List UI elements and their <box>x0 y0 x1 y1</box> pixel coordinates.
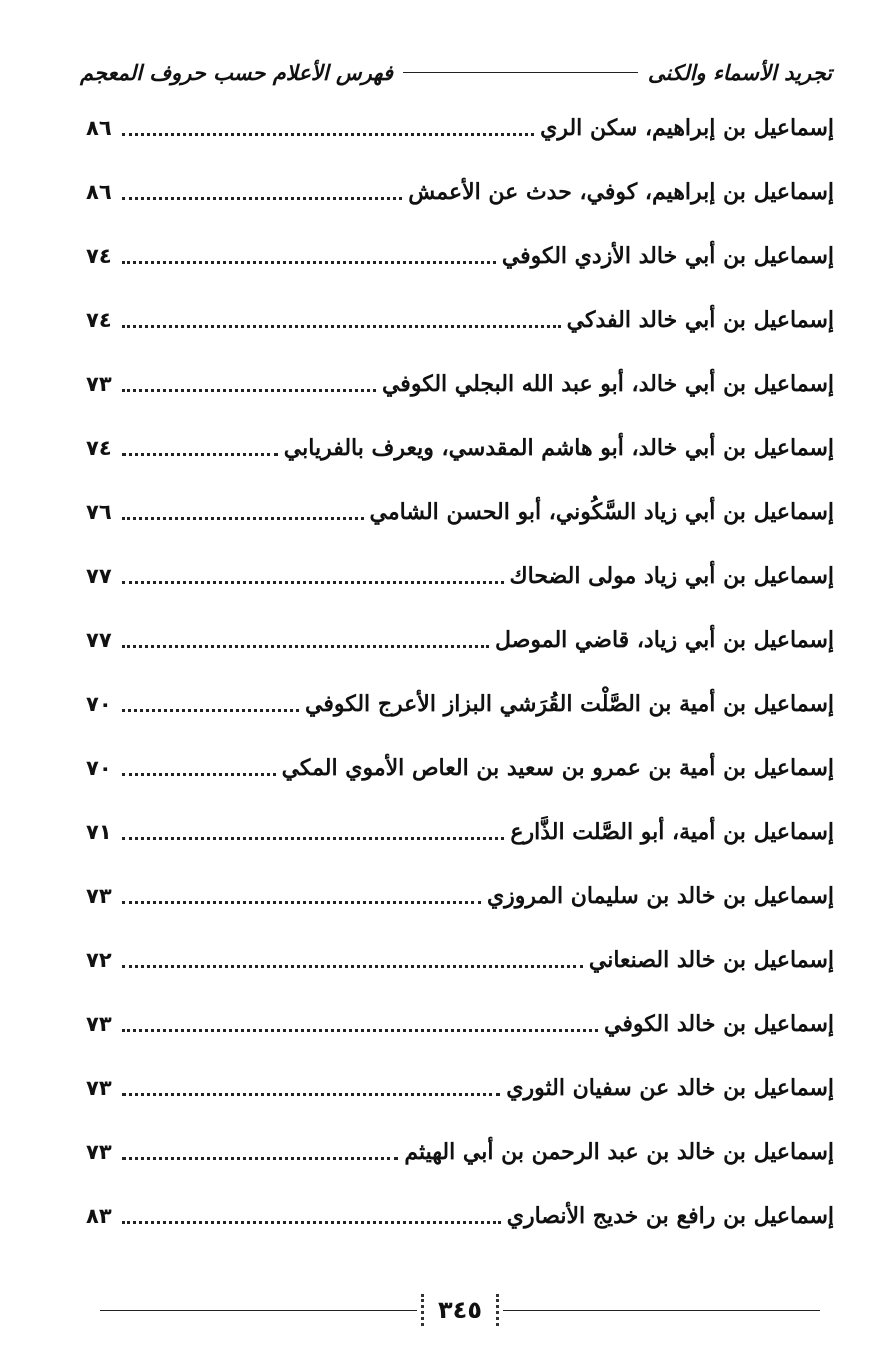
header-rule <box>403 72 638 73</box>
dot-leader <box>122 581 504 584</box>
index-entry <box>86 416 834 480</box>
entry-name: إسماعيل بن أبي زياد السَّكُوني، أبو الحسن الشامي <box>369 499 834 525</box>
dot-leader <box>122 709 299 712</box>
entry-page-number: ٧٣ <box>86 1076 112 1100</box>
entry-page-number: ٧١ <box>86 820 112 844</box>
entry-name: إسماعيل بن أمية بن عمرو بن سعيد بن العاص الأموي المكي <box>281 755 834 781</box>
entry-page-number: ٧٧ <box>86 628 112 652</box>
footer-rule-left <box>100 1310 417 1311</box>
entry-page-number: ٧٦ <box>86 500 112 524</box>
index-entry <box>86 352 834 416</box>
entry-name: إسماعيل بن خالد الكوفي <box>604 1011 834 1037</box>
entry-name: إسماعيل بن إبراهيم، كوفي، حدث عن الأعمش <box>408 179 834 205</box>
index-entry <box>86 544 834 608</box>
index-entry <box>86 928 834 992</box>
index-entries <box>86 96 834 1248</box>
index-entry <box>86 96 834 160</box>
entry-name: إسماعيل بن أبي خالد الأزدي الكوفي <box>501 243 834 269</box>
index-entry <box>86 1056 834 1120</box>
entry-page-number: ٨٦ <box>86 180 112 204</box>
entry-page-number: ٨٦ <box>86 116 112 140</box>
dot-leader <box>122 453 278 456</box>
entry-page-number: ٨٣ <box>86 1204 112 1228</box>
book-title: تجريد الأسماء والكنى <box>647 59 832 85</box>
dot-leader <box>122 965 583 968</box>
index-entry <box>86 800 834 864</box>
entry-name: إسماعيل بن أبي خالد، أبو عبد الله البجلي الكوفي <box>381 371 834 397</box>
index-entry <box>86 864 834 928</box>
entry-page-number: ٧٤ <box>86 244 112 268</box>
entry-name: إسماعيل بن أبي خالد الفدكي <box>566 307 834 333</box>
page-number: ٣٤٥ <box>421 1294 499 1326</box>
entry-page-number: ٧٣ <box>86 884 112 908</box>
dot-leader <box>122 1029 598 1032</box>
dot-leader <box>122 773 276 776</box>
section-title: فهرس الأعلام حسب حروف المعجم <box>80 59 393 85</box>
entry-page-number: ٧٠ <box>86 692 112 716</box>
index-entry <box>86 224 834 288</box>
page-footer <box>100 1290 820 1330</box>
entry-name: إسماعيل بن أمية، أبو الصَّلت الذَّارع <box>510 819 834 845</box>
entry-page-number: ٧٤ <box>86 436 112 460</box>
entry-name: إسماعيل بن أبي خالد، أبو هاشم المقدسي، ويعرف بالفريابي <box>283 435 834 461</box>
dot-leader <box>122 901 481 904</box>
entry-page-number: ٧٢ <box>86 948 112 972</box>
entry-name: إسماعيل بن خالد بن سليمان المروزي <box>486 883 834 909</box>
index-entry <box>86 480 834 544</box>
dot-leader <box>122 1221 501 1224</box>
index-entry <box>86 160 834 224</box>
running-header <box>80 52 832 92</box>
entry-name: إسماعيل بن أبي زياد مولى الضحاك <box>509 563 834 589</box>
entry-page-number: ٧٧ <box>86 564 112 588</box>
entry-page-number: ٧٠ <box>86 756 112 780</box>
dot-leader <box>122 517 364 520</box>
dot-leader <box>122 389 376 392</box>
index-entry <box>86 672 834 736</box>
index-entry <box>86 992 834 1056</box>
entry-name: إسماعيل بن أبي زياد، قاضي الموصل <box>495 627 834 653</box>
entry-page-number: ٧٤ <box>86 308 112 332</box>
dot-leader <box>122 325 561 328</box>
dot-leader <box>122 133 534 136</box>
index-entry <box>86 288 834 352</box>
index-entry <box>86 1184 834 1248</box>
dot-leader <box>122 197 402 200</box>
entry-page-number: ٧٣ <box>86 1012 112 1036</box>
entry-name: إسماعيل بن إبراهيم، سكن الري <box>540 115 834 141</box>
index-entry <box>86 1120 834 1184</box>
entry-name: إسماعيل بن خالد الصنعاني <box>588 947 834 973</box>
entry-name: إسماعيل بن خالد عن سفيان الثوري <box>506 1075 834 1101</box>
entry-name: إسماعيل بن أمية بن الصَّلْت القُرَشي البزاز الأعرج الكوفي <box>304 691 834 717</box>
entry-page-number: ٧٣ <box>86 1140 112 1164</box>
footer-rule-right <box>503 1310 820 1311</box>
dot-leader <box>122 1093 500 1096</box>
entry-name: إسماعيل بن رافع بن خديج الأنصاري <box>506 1203 834 1229</box>
dot-leader <box>122 261 496 264</box>
index-entry <box>86 608 834 672</box>
index-entry <box>86 736 834 800</box>
dot-leader <box>122 1157 398 1160</box>
dot-leader <box>122 645 489 648</box>
entry-name: إسماعيل بن خالد بن عبد الرحمن بن أبي الهيثم <box>404 1139 834 1165</box>
dot-leader <box>122 837 504 840</box>
entry-page-number: ٧٣ <box>86 372 112 396</box>
